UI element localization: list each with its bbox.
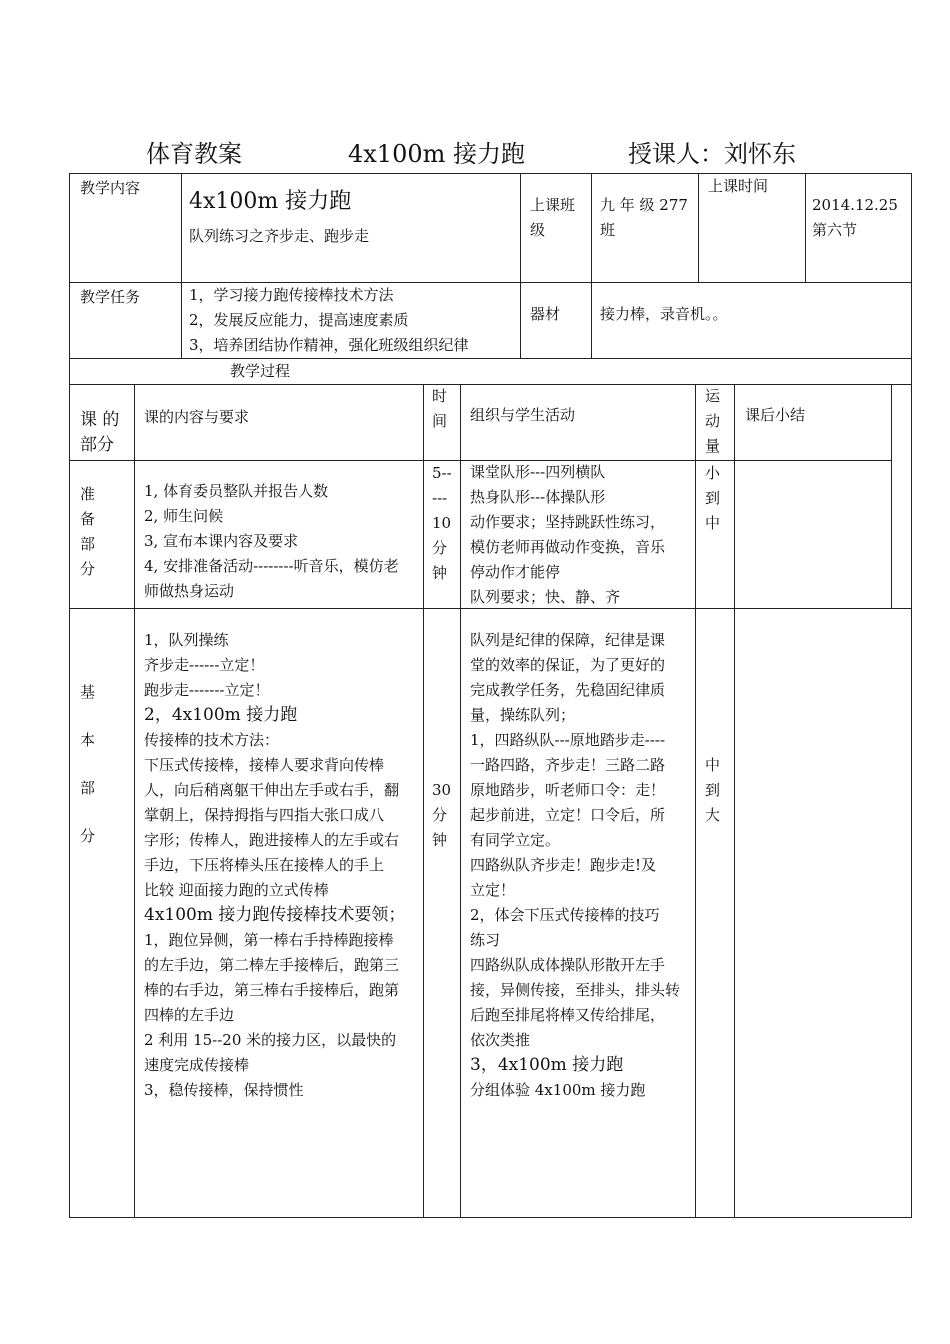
list-item: 2, 师生问候: [144, 507, 224, 525]
header-time: 时 间: [432, 387, 448, 430]
list-item: 1，四路纵队---原地踏步走----: [470, 731, 666, 749]
list-item: 棒的右手边，第三棒右手接棒后，跑第: [144, 981, 400, 999]
doc-teacher: 授课人：刘怀东: [628, 140, 796, 168]
list-item: 分组体验 4x100m 接力跑: [470, 1081, 646, 1099]
list-item: 一路四路，齐步走！三路二路: [470, 756, 666, 774]
time-label: 上课时间: [708, 177, 769, 195]
prep-load: 小 到 中: [705, 464, 721, 532]
content-label: 教学内容: [80, 179, 141, 197]
list-item: 有同学立定。: [470, 831, 561, 849]
list-item: 队列要求；快、静、齐: [470, 588, 621, 606]
tasks-list: [189, 283, 469, 358]
process-title: 教学过程: [230, 362, 291, 380]
equipment-label: 器材: [530, 305, 561, 323]
list-item: 1，队列操练: [144, 631, 229, 649]
list-item: 比较 迎面接力跑的立式传棒: [144, 881, 329, 899]
header-load: 运 动 量: [705, 387, 721, 455]
basic-time: 30 分 钟: [432, 781, 452, 849]
list-item: 字形；传棒人，跑进接棒人的左手或右: [144, 831, 400, 849]
list-item: 齐步走------立定！: [144, 656, 265, 674]
prep-content: [144, 479, 399, 604]
doc-subject: 体育教案: [146, 140, 242, 168]
list-item: 1, 体育委员整队并报告人数: [144, 482, 329, 500]
list-item: 模仿老师再做动作变换，音乐: [470, 538, 666, 556]
list-item: 热身队形---体操队形: [470, 488, 606, 506]
tasks-label: 教学任务: [80, 288, 141, 306]
list-item: 课堂队形---四列横队: [470, 463, 606, 481]
header-activity: 组织与学生活动: [470, 406, 576, 424]
list-item: 原地踏步，听老师口令：走！: [470, 781, 666, 799]
list-item: 队列是纪律的保障，纪律是课: [470, 631, 666, 649]
list-item: 四路纵队齐步走！跑步走!及: [470, 856, 657, 874]
time-value: 2014.12.25 第六节: [812, 196, 898, 239]
list-item: 后跑至排尾将棒又传给排尾，: [470, 1006, 666, 1024]
list-item: 4, 安排准备活动--------听音乐，模仿老: [144, 557, 399, 575]
list-item: 2，体会下压式传接棒的技巧: [470, 906, 660, 924]
list-item: 1，跑位异侧，第一棒右手持棒跑接棒: [144, 931, 394, 949]
basic-part-label: 基 本 部 分: [80, 683, 96, 845]
list-item: 传接棒的技术方法：: [144, 731, 280, 749]
list-item: 四棒的左手边: [144, 1006, 235, 1024]
list-item: 完成教学任务，先稳固纪律质: [470, 681, 666, 699]
list-item: 3, 宣布本课内容及要求: [144, 532, 299, 550]
content-title: 4x100m 接力跑: [189, 189, 352, 214]
list-item: 师做热身运动: [144, 582, 235, 600]
list-item: 下压式传接棒，接棒人要求背向传棒: [144, 756, 385, 774]
list-item: 立定！: [470, 881, 516, 899]
list-item: 四路纵队成体操队形散开左手: [470, 956, 666, 974]
class-label: 上课班 级: [530, 196, 576, 239]
list-item: 3，培养团结协作精神，强化班级组织纪律: [189, 336, 469, 354]
list-item: 跑步走-------立定！: [144, 681, 270, 699]
list-item: 3，4x100m 接力跑: [470, 1055, 624, 1075]
prep-activity: [470, 460, 665, 610]
list-item: 掌朝上，保持拇指与四指大张口成八: [144, 806, 385, 824]
list-item: 2，发展反应能力，提高速度素质: [189, 311, 409, 329]
list-item: 3，稳传接棒，保持惯性: [144, 1081, 304, 1099]
list-item: 量，操练队列；: [470, 706, 576, 724]
basic-content: [144, 628, 405, 1103]
list-item: 堂的效率的保证，为了更好的: [470, 656, 666, 674]
list-item: 停动作才能停: [470, 563, 561, 581]
header-summary: 课后小结: [745, 406, 806, 424]
list-item: 2 利用 15--20 米的接力区，以最快的: [144, 1031, 397, 1049]
list-item: 接，异侧传接，至排头，排头转: [470, 981, 681, 999]
prep-time: 5-- --- 10 分 钟: [432, 464, 452, 582]
header-part: 课 的 部分: [80, 410, 120, 455]
list-item: 练习: [470, 931, 501, 949]
list-item: 1，学习接力跑传接棒技术方法: [189, 286, 394, 304]
list-item: 2，4x100m 接力跑: [144, 705, 298, 725]
content-subtitle: 队列练习之齐步走、跑步走: [189, 227, 370, 245]
class-value: 九 年 级 277 班: [600, 196, 688, 239]
list-item: 动作要求；坚持跳跃性练习，: [470, 513, 666, 531]
list-item: 人，向后稍离躯干伸出左手或右手，翻: [144, 781, 400, 799]
basic-load: 中 到 大: [705, 756, 721, 824]
list-item: 起步前进，立定！口令后，所: [470, 806, 666, 824]
list-item: 依次类推: [470, 1031, 531, 1049]
list-item: 的左手边，第二棒左手接棒后，跑第三: [144, 956, 400, 974]
list-item: 速度完成传接棒: [144, 1056, 250, 1074]
basic-activity: [470, 628, 680, 1103]
list-item: 手边，下压将棒头压在接棒人的手上: [144, 856, 385, 874]
list-item: 4x100m 接力跑传接棒技术要领；: [144, 905, 406, 925]
header-content: 课的内容与要求: [144, 408, 250, 426]
prep-part-label: 准 备 部 分: [80, 485, 96, 578]
equipment-value: 接力棒，录音机。。: [600, 305, 728, 323]
doc-topic: 4x100m 接力跑: [348, 140, 525, 168]
